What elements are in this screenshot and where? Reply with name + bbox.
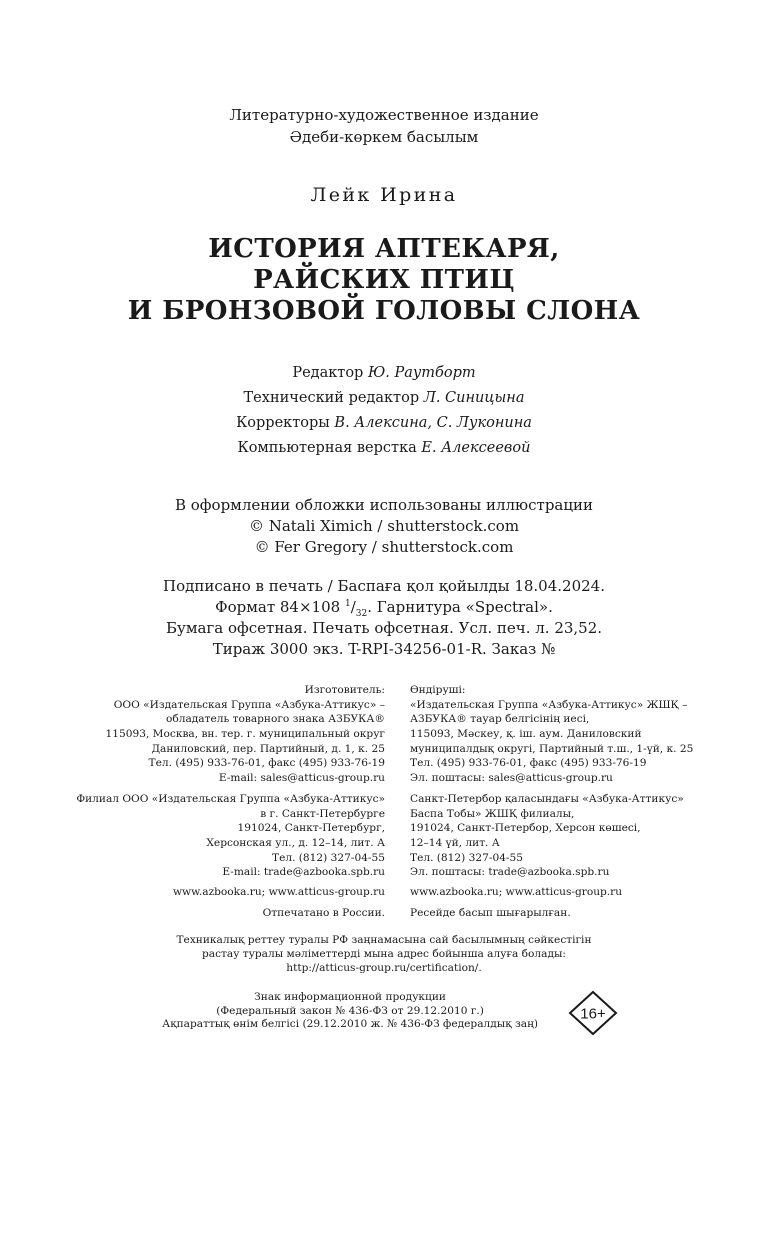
branch-ru [76,792,385,880]
format-suffix: . Гарнитура «Spectral». [367,598,553,616]
manufacturer-kz-line: 115093, Мәскеу, қ. іш. аум. Даниловский [410,728,642,741]
info-sign-line: Ақпараттық өнім белгісі (29.12.2010 ж. № 436-ФЗ федералдық заң) [162,1018,538,1030]
book-title-line-3: И БРОНЗОВОЙ ГОЛОВЫ СЛОНА [127,296,641,326]
staff-editor [0,365,768,381]
manufacturer-ru-line: Тел. (495) 933-76-01, факс (495) 933-76-19 [148,757,385,770]
book-title-line-2: РАЙСКИХ ПТИЦ [253,265,515,295]
staff-names: Л. Синицына [423,390,525,406]
format-denominator: 32 [355,609,368,619]
printed-kz [410,906,571,921]
format-prefix: Формат 84×108 [215,598,341,616]
staff-role: Технический редактор [243,390,420,406]
print-paper: Бумага офсетная. Печать офсетная. Усл. печ. л. 23,52. [165,619,603,637]
edition-type-kz: Әдеби-көркем басылым [289,128,479,146]
branch-ru-line: Филиал ООО «Издательская Группа «Азбука-Аттикус» [76,793,385,805]
manufacturer-ru-line: Даниловский, пер. Партийный, д. 1, к. 25 [151,742,385,755]
website-links[interactable]: www.azbooka.ru; www.atticus-group.ru [410,886,623,898]
manufacturer-kz-line: «Издательская Группа «Азбука-Аттикус» ЖШҚ – [410,698,688,711]
staff-role: Редактор [292,365,364,381]
branch-ru-line: 191024, Санкт-Петербург, [237,822,385,835]
book-title-line-1: ИСТОРИЯ АПТЕКАРЯ, [208,234,560,264]
cover-credit-2: © Fer Gregory / shutterstock.com [254,538,514,556]
manufacturer-ru-line: ООО «Издательская Группа «Азбука-Аттикус» – [113,698,385,711]
info-sign-line: (Федеральный закон № 436-ФЗ от 29.12.2010 г.) [216,1004,484,1017]
staff-names: Ю. Раутборт [367,365,476,381]
branch-kz-line: Баспа Тобы» ЖШҚ филиалы, [410,807,575,820]
branch-ru-line: Тел. (812) 327-04-55 [272,851,385,864]
staff-proofreaders [0,415,768,431]
manufacturer-kz-line: АЗБУКА® тауар белгісінің иесі, [410,713,590,726]
branch-kz-line: 191024, Санкт-Петербор, Херсон көшесі, [410,822,641,835]
printed-in-kz: Ресейде басып шығарылған. [410,907,571,919]
branch-kz [410,792,684,880]
website-links[interactable]: www.azbooka.ru; www.atticus-group.ru [172,886,385,898]
staff-tech-editor [0,390,768,406]
staff-role: Компьютерная верстка [237,440,417,456]
manufacturer-kz-line: Эл. поштасы: sales@atticus-group.ru [410,772,613,785]
certification-line-2: растау туралы мәліметтерді мына адрес бойынша алуға болады: [202,948,566,960]
print-run: Тираж 3000 экз. T-RPI-34256-01-R. Заказ № [212,640,556,658]
age-rating-label: 16+ [580,1005,606,1023]
staff-names: Е. Алексеевой [421,440,531,456]
branch-ru-line: E-mail: trade@azbooka.spb.ru [222,866,385,879]
cover-credit-1: © Natali Ximich / shutterstock.com [248,517,520,535]
branch-ru-line: Херсонская ул., д. 12–14, лит. А [206,837,385,850]
staff-layout [0,440,768,456]
edition-type-ru: Литературно-художественное издание [229,106,539,124]
manufacturer-kz-line: Өндіруші: [410,684,466,696]
branch-ru-line: в г. Санкт-Петербурге [260,807,385,820]
manufacturer-kz-line: муниципалдық округі, Партийный т.ш., 1-үй, к. 25 [410,742,694,755]
author-name: Лейк Ирина [310,184,458,206]
certification-url[interactable]: http://atticus-group.ru/certification/. [286,962,482,974]
info-sign-text [162,990,538,1031]
staff-role: Корректоры [236,415,330,431]
manufacturer-ru-line: E-mail: sales@atticus-group.ru [218,772,385,785]
printed-ru [263,906,385,921]
websites-ru [173,885,385,900]
info-sign-line: Знак информационной продукции [254,991,446,1003]
manufacturer-kz-line: Тел. (495) 933-76-01, факс (495) 933-76-19 [410,757,647,770]
print-format: Формат 84×108 $^1/_{32}$. Гарнитура «Spectral». [215,598,553,619]
print-signed: Подписано в печать / Баспаға қол қойылды 18.04.2024. [163,577,605,595]
manufacturer-ru [106,683,386,786]
manufacturer-kz [410,683,693,786]
branch-kz-line: Эл. поштасы: trade@azbooka.spb.ru [410,866,610,879]
branch-kz-line: Тел. (812) 327-04-55 [410,851,523,864]
branch-kz-line: Санкт-Петербор қаласындағы «Азбука-Аттикус» [410,793,684,805]
manufacturer-ru-line: 115093, Москва, вн. тер. г. муниципальный округ [105,728,385,741]
certification-line-1: Техникалық реттеу туралы РФ заңнамасына сай басылымның сәйкестігін [176,934,592,946]
printed-in-ru: Отпечатано в России. [262,907,385,919]
manufacturer-ru-line: Изготовитель: [304,684,385,696]
age-rating-badge [568,990,618,1036]
websites-kz [410,885,622,900]
branch-kz-line: 12–14 үй, лит. А [410,837,500,850]
format-numerator: 1 [344,599,351,609]
manufacturer-ru-line: обладатель товарного знака АЗБУКА® [165,713,385,726]
cover-credits-heading: В оформлении обложки использованы иллюстрации [174,496,593,514]
staff-names: В. Алексина, С. Луконина [334,415,532,431]
